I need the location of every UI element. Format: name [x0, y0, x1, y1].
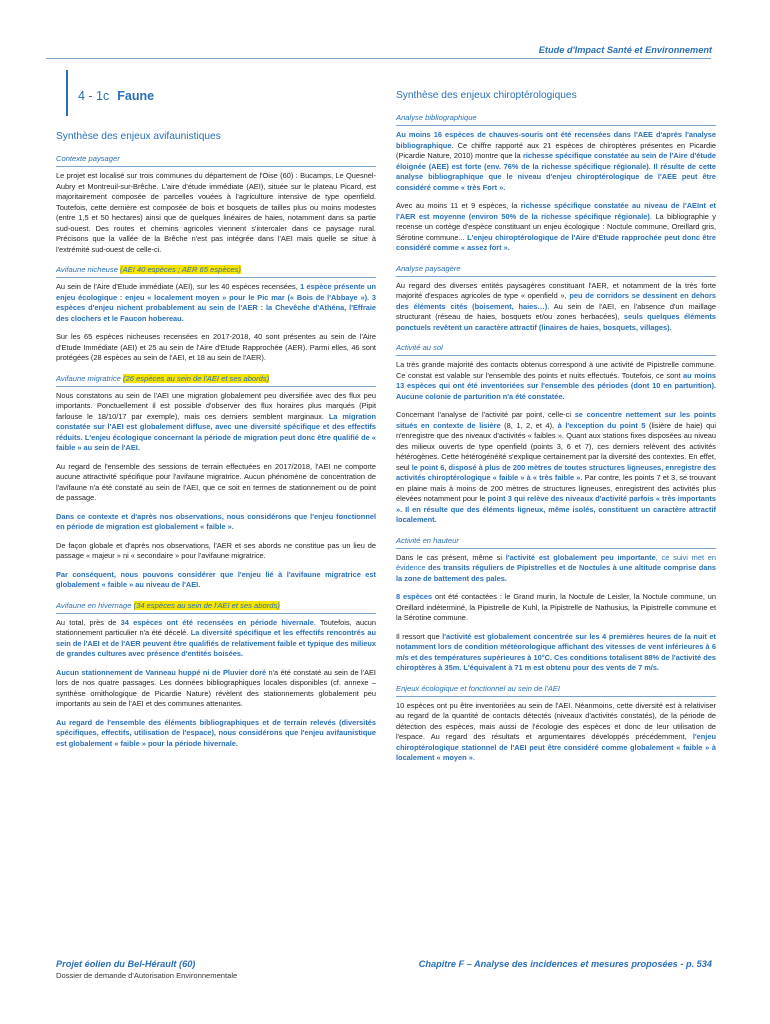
- wintering-subheading: Avifaune en hivernage (34 espèces au sein de l'AEI et ses abords): [56, 601, 376, 614]
- footer-subtitle: Dossier de demande d'Autorisation Environnementale: [56, 971, 238, 980]
- wintering-paragraph-3: Au regard de l'ensemble des éléments bibliographiques et de terrain relevés (diversités spécifiques, effectifs, utilisation de l'espace), nous considérons que l'enjeu avifaunistique est globalement « faible » pour la période hivernale.: [56, 717, 376, 748]
- migration-paragraph-1: Nous constatons au sein de l'AEI une migration globalement peu diversifiée avec des flux peu importants. Ponctuellement il est possible d'observer des flux horaires plus marqués (Pipit farlouse le 18/10/17 par exemple), mais ces derniers semblent marginaux. La migration constatée sur l'AEI est globalement diffuse, avec une diversité spécifique et des effectifs réduits. L'enjeu écologique concernant la période de migration peut donc être qualifié de « faible » au sein de l'AEI.: [56, 390, 376, 453]
- wintering-paragraph-2: Aucun stationnement de Vanneau huppé ni de Pluvier doré n'a été constaté au sein de l'AEI lors de nos quatre passages. Les données bibliographiques locales disponibles (cf. annexe – synthèse ornithologique de Picardie Nature) révèlent des stationnements globalement peu importants au sein de l'AEI et des communes attenantes.: [56, 667, 376, 709]
- height-activity-paragraph-1: Dans le cas présent, même si l'activité est globalement peu importante, ce suivi met en évidence des transits réguliers de Pipistrelles et de Noctules à une altitude comprise dans la zone de battement des pales.: [396, 552, 716, 583]
- nesting-paragraph-2: Sur les 65 espèces nicheuses recensées en 2017-2018, 40 sont présentes au sein de l'Aire d'Etude Immédiate (AEI) et 25 au sein de l'Aire d'Etude Rapprochée (AER). Parmi elles, 46 sont protégées (28 espèces au sein de l'AEI, et 18 au sein de l'AER).: [56, 332, 376, 363]
- avifauna-heading: Synthèse des enjeux avifaunistiques: [56, 131, 221, 142]
- nesting-subheading: Avifaune nicheuse (AEI 40 espèces ; AER 65 espèces): [56, 265, 376, 278]
- height-activity-subheading: Activité en hauteur: [396, 536, 716, 549]
- chapter-bar: [66, 70, 68, 116]
- bibliography-paragraph-2: Avec au moins 11 et 9 espèces, la richesse spécifique constatée au niveau de l'AEInt et l'AER est moyenne (environ 50% de la richesse spécifique régionale). La bibliographie y recense un cortège d'espèce constituant un enjeu écologique : Noctule commune, Oreillard gris, Sérotine commune... L'enjeu chiroptérologique de l'Aire d'Etude rapprochée peut donc être considéré comme « assez fort ».: [396, 201, 716, 253]
- landscape-subheading: Analyse paysagère: [396, 264, 716, 277]
- ground-activity-subheading: Activité au sol: [396, 343, 716, 356]
- footer-chapter: Chapitre F – Analyse des incidences et mesures proposées - p. 534: [418, 959, 712, 969]
- functional-stakes-subheading: Enjeux écologique et fonctionnel au sein de l'AEI: [396, 684, 716, 697]
- migration-paragraph-3: Dans ce contexte et d'après nos observations, nous considérons que l'enjeu fonctionnel en période de migration est globalement « faible ».: [56, 511, 376, 532]
- footer-project: Projet éolien du Bel-Hérault (60): [56, 959, 196, 969]
- left-column: [56, 70, 376, 757]
- bibliography-paragraph-1: Au moins 16 espèces de chauves-souris ont été recensées dans l'AEE d'après l'analyse bibliographique. Ce chiffre rapporté aux 21 espèces de chiroptères présentes en Picardie (Picardie Nature, 2010) montre que la richesse spécifique constatée au sein de l'Aire d'étude éloignée (AEE) est forte (env. 76% de la richesse spécifique régionale). Il résulte de cette analyse bibliographique que le niveau d'enjeu chiroptérologique de l'AEE peut être considéré comme « très Fort ».: [396, 130, 716, 192]
- functional-stakes-paragraph: 10 espèces ont pu être inventoriées au sein de l'AEI. Néanmoins, cette diversité est à relativiser au regard de la quantité de contacts détectés (niveaux d'activités constatés), de la période de détection des espèces, mais aussi de l'écologie des espèces et donc de leur utilisation de l'espace. Au regard des résultats et argumentaires développés précédemment, l'enjeu chiroptérologique stationnel de l'AEI peut être considéré comme globalement « faible » à localement « moyen ».: [396, 700, 716, 763]
- migration-paragraph-2: Au regard de l'ensemble des sessions de terrain effectuées en 2017/2018, l'AEI ne comporte aucune attractivité spécifique pour l'avifaune migratrice. Aucun phénomène de concentration de l'avifaune n'a été constaté au sein de l'AEI, que ce soit en termes de stationnement ou de point de passage.: [56, 461, 376, 503]
- height-activity-paragraph-2: 8 espèces ont été contactées : le Grand murin, la Noctule de Leisler, la Noctule commune, un Oreillard indéterminé, la Pipistrelle de Kuhl, la Pipistrelle de Nathusius, la Pipistrelle commune et la Sérotine commune.: [396, 592, 717, 623]
- running-header: Etude d'Impact Santé et Environnement: [538, 45, 712, 55]
- migration-subheading: Avifaune migratrice (26 espèces au sein de l'AEI et ses abords): [56, 374, 376, 387]
- bats-heading: Synthèse des enjeux chiroptérologiques: [396, 90, 577, 101]
- header-rule: [46, 58, 711, 59]
- context-paragraph: Le projet est localisé sur trois communes du département de l'Oise (60) : Bucamps, Le Quesnel-Aubry et Montreuil-sur-Brêche. L'aire d'étude immédiate (AEI), située sur le plateau Picard, est majoritairement composée de parcelles vouées à l'agriculture intensive de type openfield. Toutefois, cette dernière est composée de bois et bosquets de tailles plus ou moins modestes (entre 1,5 et 50 hectares) ainsi que de quelques linéaires de haies, notamment dans sa partie sud-ouest. Des routes et chemins agricoles viennent s'intercaler dans ce paysage rural. Précisons que la vallée de la Brêche n'est pas intégrée dans l'AEI mais quelle se situe à l'extrémité sud-ouest de celle-ci.: [56, 171, 376, 254]
- landscape-paragraph: Au regard des diverses entités paysagères constituant l'AER, et notamment de la très forte majorité d'espaces agricoles de type « openfield », peu de corridors se dessinent en dehors des éléments cités (boisement, haies…). Au sein de l'AEI, en l'absence d'un maillage structurant (réseau de haies, bosquets et/ou zones herbacées), seuls quelques éléments ponctuels revêtent un caractère attractif (linaires de haies, bosquets, villages).: [396, 280, 717, 332]
- chapter-number: 4 - 1c: [78, 89, 110, 103]
- height-activity-paragraph-3: Il ressort que l'activité est globalement concentrée sur les 4 premières heures de la nuit et notamment lors de condition météorologique affichant des vitesses de vent inférieures à 6 m/s et des températures supérieures à 10°C. Ces conditions totalisent 88% de l'activité des chiroptères à 35m. L'équivalent à 71 m est obtenu pour des vents de 7 m/s.: [396, 631, 716, 673]
- chapter-title: Faune: [117, 89, 155, 103]
- ground-activity-paragraph-1: La très grande majorité des contacts obtenus correspond à une activité de Pipistrelle commune. Ce constat est valable sur l'ensemble des points et nuits effectués. Toutefois, ce sont au moins 13 espèces qui ont été inventoriées sur l'ensemble des périodes (dont 10 en parturition). Aucune colonie de parturition n'a été constatée.: [396, 360, 716, 401]
- ground-activity-paragraph-2: Concernant l'analyse de l'activité par point, celle-ci se concentre nettement sur les points situés en contexte de lisière (8, 1, 2, et 4), à l'exception du point 5 (lisière de haie) qui n'enregistre que des niveaux d'activités « faibles ». Quant aux stations fixes disposées au niveau des milieux ouverts de type openfield (points 3, 6 et 7), ces derniers relèvent des activités hétérogènes. Cette hétérogénéité s'explique certainement par la diversité des contextes. En effet, seul le point 6, disposé à plus de 200 mètres de toutes structures ligneuses, enregistre des activités chiroptérologique « faible » à « très faible ». Par contre, les points 7 et 3, se trouvant en plaine mais à moins de 200 mètres de structures ligneuses, enregistrent des activités plus élevées notamment pour le point 3 qui relève des niveaux d'activité parfois « très importants ». Il en résulte que des éléments ligneux, même isolés, constituent un caractère attractif localement.: [396, 410, 716, 525]
- right-column: [396, 70, 716, 772]
- chapter-heading: [66, 70, 376, 116]
- bibliography-subheading: Analyse bibliographique: [396, 113, 716, 126]
- migration-paragraph-4: De façon globale et d'après nos observations, l'AER et ses abords ne constitue pas un lieu de passage « majeur » ni « secondaire » pour l'avifaune migratrice.: [56, 540, 376, 561]
- migration-paragraph-5: Par conséquent, nous pouvons considérer que l'enjeu lié à l'avifaune migratrice est globalement « faible » au niveau de l'AEI.: [56, 569, 376, 590]
- nesting-paragraph-1: Au sein de l'Aire d'Etude immédiate (AEI), sur les 40 espèces recensées, 1 espèce présente un enjeu écologique : enjeu « localement moyen » pour le Pic mar (« Bois de l'Abbaye »). 3 espèces d'enjeu nichent probablement au sein de l'AER : la Chevêche d'Athéna, l'Effraie des clochers et le Faucon hobereau.: [56, 282, 376, 323]
- context-subheading: Contexte paysager: [56, 154, 376, 167]
- wintering-paragraph-1: Au total, près de 34 espèces ont été recensées en période hivernale. Toutefois, aucun stationnement particulier n'a été décelé. La diversité spécifique et les effectifs rencontrés au sein de l'AEI et de l'AER peuvent être qualifiés de relativement faible et typique des milieux de grandes cultures avec présence d'entités boisées.: [56, 617, 376, 659]
